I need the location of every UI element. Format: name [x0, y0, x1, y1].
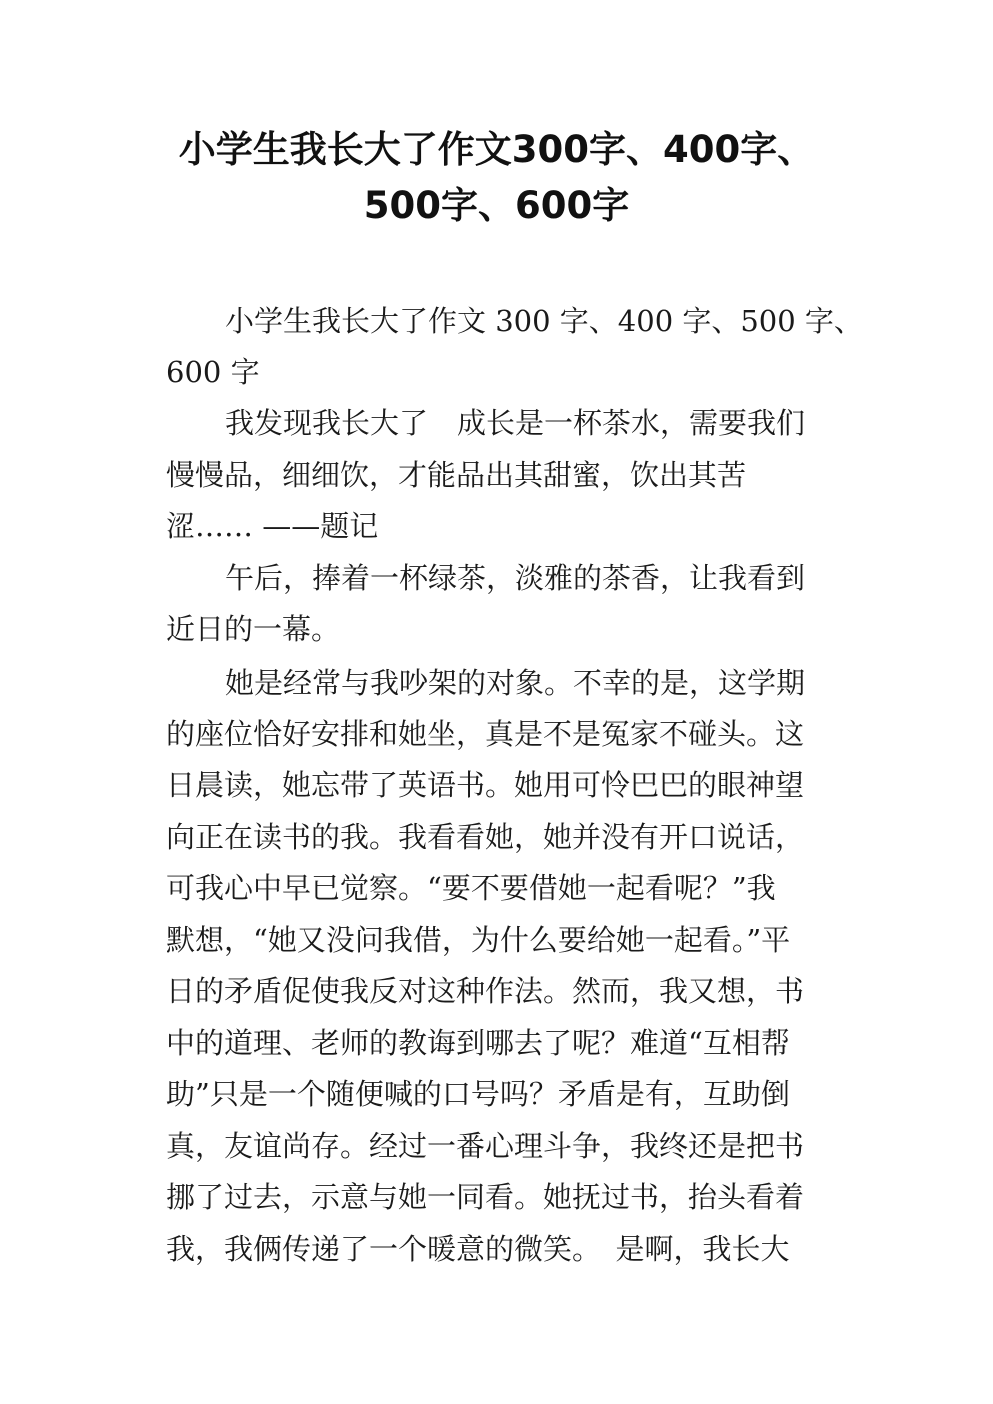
paragraph-line: 默想，“她又没问我借，为什么要给她一起看。”平 [166, 923, 791, 957]
paragraph-line: 小学生我长大了作文 300 字、400 字、500 字、 [225, 304, 863, 338]
document-title [0, 122, 993, 234]
paragraph-line: 助”只是一个随便喊的口号吗？矛盾是有，互助倒 [166, 1077, 790, 1111]
paragraph-line: 近日的一幕。 [166, 612, 341, 646]
paragraph-line: 的座位恰好安排和她坐，真是不是冤家不碰头。这 [166, 717, 805, 751]
paragraph-line: 涩…… ——题记 [166, 509, 379, 543]
paragraph-line: 午后，捧着一杯绿茶，淡雅的茶香，让我看到 [225, 561, 806, 595]
title-line-1: 小学生我长大了作文300字、400字、 [178, 128, 815, 171]
paragraph-line: 挪了过去，示意与她一同看。她抚过书，抬头看着 [166, 1180, 805, 1214]
paragraph-line: 600 字 [166, 355, 260, 389]
paragraph-line: 我发现我长大了 成长是一杯茶水，需要我们 [225, 406, 806, 440]
paragraph-line: 可我心中早已觉察。“要不要借她一起看呢？”我 [166, 871, 776, 905]
paragraph-line: 真，友谊尚存。经过一番心理斗争，我终还是把书 [166, 1129, 805, 1163]
paragraph-line: 向正在读书的我。我看看她，她并没有开口说话， [166, 820, 805, 854]
paragraph-line: 我，我俩传递了一个暖意的微笑。 是啊，我长大 [166, 1232, 790, 1266]
title-line-2: 500字、600字 [363, 184, 630, 227]
paragraph-line: 日的矛盾促使我反对这种作法。然而，我又想，书 [166, 974, 805, 1008]
paragraph-line: 中的道理、老师的教诲到哪去了呢？难道“互相帮 [166, 1026, 790, 1060]
paragraph-line: 日晨读，她忘带了英语书。她用可怜巴巴的眼神望 [166, 768, 805, 802]
paragraph-line: 慢慢品，细细饮，才能品出其甜蜜，饮出其苦 [166, 458, 747, 492]
paragraph-line: 她是经常与我吵架的对象。不幸的是，这学期 [225, 666, 806, 700]
